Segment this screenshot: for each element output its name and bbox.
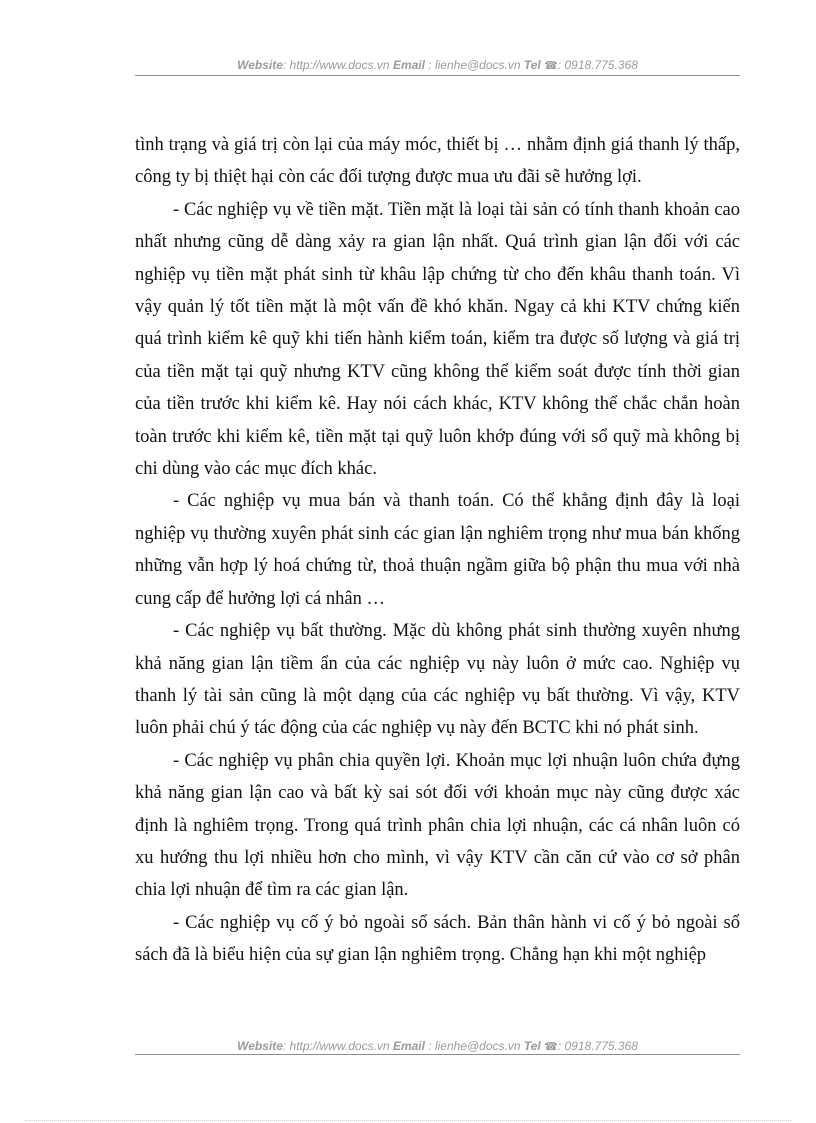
phone-icon: ☎ — [544, 60, 558, 72]
header-tel-label: Tel — [523, 58, 541, 72]
page-edge-divider — [25, 1120, 791, 1121]
footer-tel-label: Tel — [523, 1039, 541, 1053]
header-website-link[interactable]: : http://www.docs.vn — [282, 58, 390, 72]
header-tel-value: : 0918.775.368 — [557, 58, 638, 72]
paragraph-1: tình trạng và giá trị còn lại của máy móc, thiết bị … nhằm định giá thanh lý thấp, công ty bị thiệt hại còn các đối tượng được mua ưu đãi sẽ hưởng lợi. — [135, 135, 740, 188]
footer-email-label: Email — [392, 1039, 425, 1053]
header-email-link[interactable]: : lienhe@docs.vn — [428, 58, 521, 72]
header-website-label: Website — [237, 58, 283, 72]
page-header — [135, 57, 740, 74]
phone-icon: ☎ — [544, 1041, 558, 1053]
paragraph-6: - Các nghiệp vụ cố ý bỏ ngoài sổ sách. Bản thân hành vi cố ý bỏ ngoài sổ sách đã là biểu hiện của sự gian lận nghiêm trọng. Chẳng hạn khi một nghiệp — [135, 912, 740, 966]
paragraph-4: - Các nghiệp vụ bất thường. Mặc dù không phát sinh thường xuyên nhưng khả năng gian lận tiềm ẩn của các nghiệp vụ này luôn ở mức cao. Nghiệp vụ thanh lý tài sản cũng là một dạng của các nghiệp vụ bất thường. Vì vậy, KTV luôn phải chú ý tác động của các nghiệp vụ này đến BCTC khi nó phát sinh. — [135, 621, 740, 739]
header-email-label: Email — [392, 58, 425, 72]
footer-email-link[interactable]: : lienhe@docs.vn — [428, 1039, 521, 1053]
document-body — [135, 129, 740, 972]
footer-tel-value: : 0918.775.368 — [557, 1039, 638, 1053]
footer-website-label: Website — [237, 1039, 283, 1053]
paragraph-5: - Các nghiệp vụ phân chia quyền lợi. Khoản mục lợi nhuận luôn chứa đựng khả năng gian lận cao và bất kỳ sai sót đối với khoản mục này cũng được xác định là nghiêm trọng. Trong quá trình phân chia lợi nhuận, các cá nhân luôn có xu hướng thu lợi nhiều hơn cho mình, vì vậy KTV cần căn cứ vào cơ sở phân chia lợi nhuận để tìm ra các gian lận. — [135, 750, 740, 901]
header-divider — [135, 75, 740, 76]
page-footer — [135, 1038, 740, 1055]
footer-website-link[interactable]: : http://www.docs.vn — [282, 1039, 390, 1053]
paragraph-2: - Các nghiệp vụ về tiền mặt. Tiền mặt là loại tài sản có tính thanh khoản cao nhất nhưng cũng dễ dàng xảy ra gian lận nhất. Quá trình gian lận đối với các nghiệp vụ tiền mặt phát sinh từ khâu lập chứng từ cho đến khâu thanh toán. Vì vậy quản lý tốt tiền mặt là một vấn đề khó khăn. Ngay cả khi KTV chứng kiến quá trình kiểm kê quỹ khi tiến hành kiểm toán, kiểm tra được số lượng và giá trị của tiền mặt tại quỹ nhưng KTV cũng không thể kiểm soát được tính thời gian của tiền trước khi kiểm kê. Hay nói cách khác, KTV không thể chắc chắn hoàn toàn trước khi kiểm kê, tiền mặt tại quỹ luôn khớp đúng với sổ quỹ mà không bị chi dùng vào các mục đích khác. — [135, 199, 740, 480]
paragraph-3: - Các nghiệp vụ mua bán và thanh toán. Có thể khẳng định đây là loại nghiệp vụ thường xuyên phát sinh các gian lận nghiêm trọng như mua bán khống những vẫn hợp lý hoá chứng từ, thoả thuận ngầm giữa bộ phận thu mua với nhà cung cấp để hưởng lợi cá nhân … — [135, 491, 740, 609]
footer-divider — [135, 1054, 740, 1055]
